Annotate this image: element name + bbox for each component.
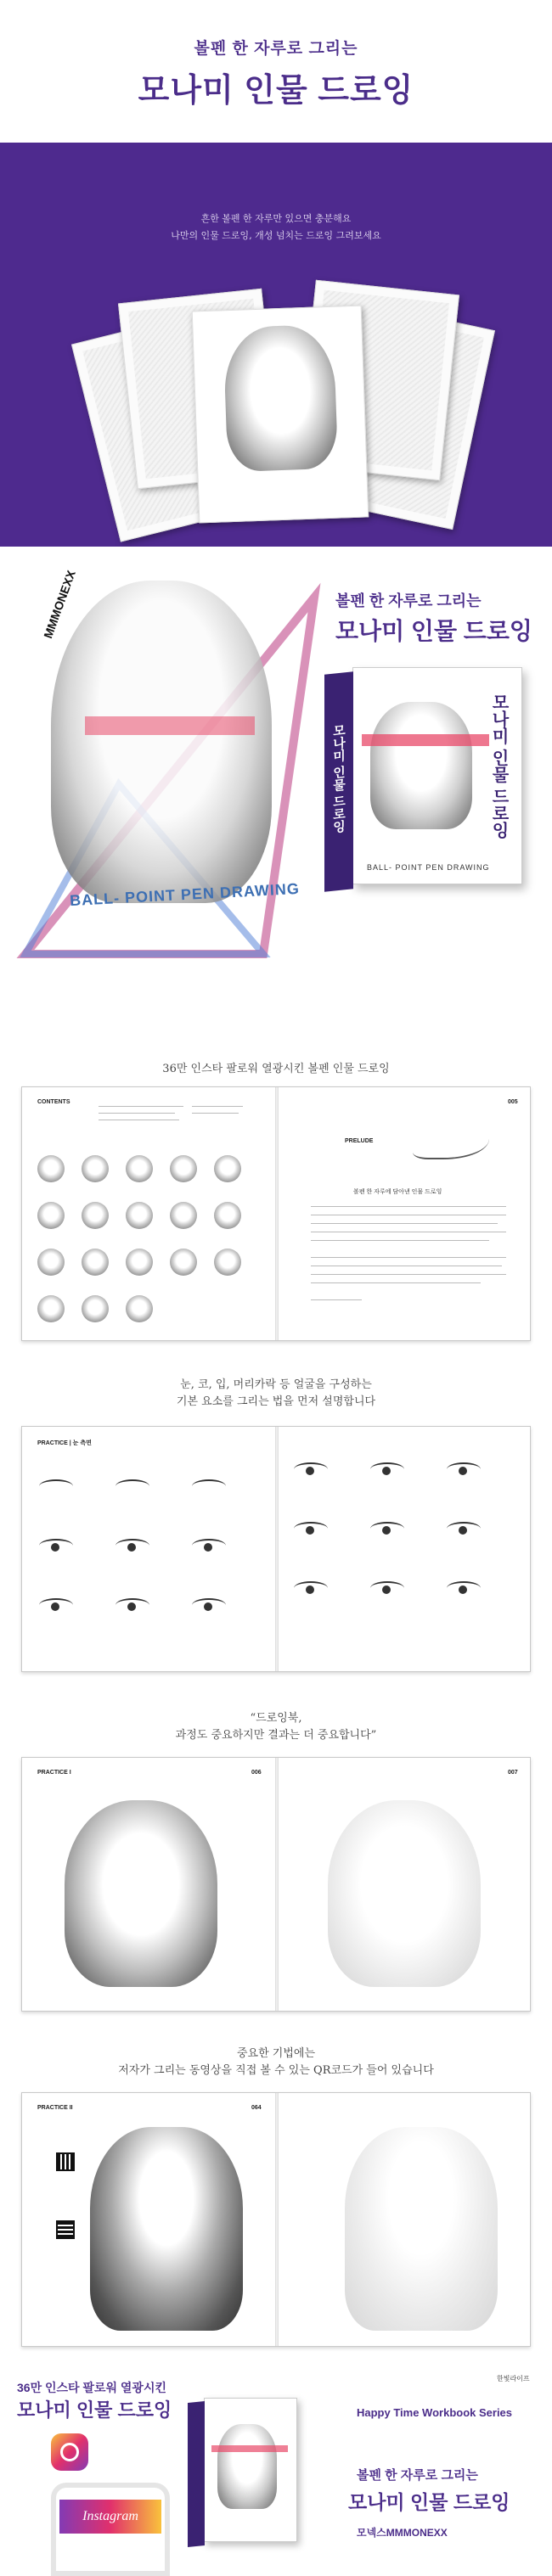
spread-gutter xyxy=(275,1427,279,1671)
cover-label: BALL- POINT PEN DRAWING xyxy=(367,863,490,872)
qr-heading xyxy=(0,2046,552,2079)
practice-heading xyxy=(0,1377,552,1411)
cover-portrait xyxy=(370,702,472,829)
footer-section xyxy=(0,2372,552,2568)
qr-code-icon xyxy=(56,2220,75,2239)
spread-gutter xyxy=(275,1758,279,2011)
spread-gutter xyxy=(275,2093,279,2346)
traced-portrait xyxy=(328,1800,481,1987)
process-heading xyxy=(0,1710,552,1744)
process-label: PRACTICE I xyxy=(37,1770,71,1776)
cover-band xyxy=(362,734,489,746)
footer-insta-line: 36만 인스타 팔로워 열광시킨 xyxy=(17,2381,167,2394)
practice-label: PRACTICE | 눈 측면 xyxy=(37,1440,92,1446)
book-spine xyxy=(324,671,353,892)
instagram-icon xyxy=(51,2433,88,2471)
qr-spread xyxy=(21,2092,531,2347)
qr-label: PRACTICE II xyxy=(37,2105,73,2111)
scarf-portrait xyxy=(90,2127,243,2331)
process-spread xyxy=(21,1757,531,2012)
banner-line-1: 흔한 볼펜 한 자루만 있으면 충분해요 xyxy=(200,213,352,224)
artist-signature: MMMONEXX xyxy=(41,568,78,641)
book-cover xyxy=(331,667,522,884)
spread-gutter xyxy=(275,1087,279,1340)
process-page-right: 007 xyxy=(508,1770,518,1776)
qr-page-left: 064 xyxy=(251,2105,262,2111)
header-subtitle: 볼펜 한 자루로 그리는 xyxy=(194,40,358,58)
qr-heading-line-1: 중요한 기법에는 xyxy=(236,2047,316,2060)
practice-spread xyxy=(21,1426,531,1672)
cover-title: 모나미 인물 드로잉 xyxy=(489,693,508,839)
phone-screen xyxy=(59,2500,161,2534)
footer-author: 모넥스MMMONEXX xyxy=(357,2527,448,2539)
pink-band xyxy=(85,716,255,735)
ballpoint-label: BALL- POINT PEN DRAWING xyxy=(69,879,301,910)
contents-page-no: 005 xyxy=(508,1099,518,1105)
spine-title: 모나미 인물 드로잉 xyxy=(331,723,346,834)
process-page-left: 006 xyxy=(251,1770,262,1776)
phone-mockup xyxy=(51,2483,170,2576)
footer-series: Happy Time Workbook Series xyxy=(357,2406,513,2419)
book-showcase xyxy=(0,547,552,996)
prelude-label: PRELUDE xyxy=(345,1138,374,1144)
sheet-portrait xyxy=(222,324,338,472)
practice-heading-line-1: 눈, 코, 입, 머리카락 등 얼굴을 구성하는 xyxy=(180,1378,372,1391)
drawing-sheet-main xyxy=(192,306,369,524)
portrait-illustration xyxy=(51,581,272,903)
qr-code-icon xyxy=(56,2152,75,2171)
traced-scarf-portrait xyxy=(345,2127,498,2331)
process-heading-line-1: “드로잉북, xyxy=(250,1712,302,1725)
footer-insta-title: 모나미 인물 드로잉 xyxy=(17,2399,172,2421)
footer-subtitle: 볼펜 한 자루로 그리는 xyxy=(357,2468,478,2483)
practice-heading-line-2: 기본 요소를 그리는 법을 먼저 설명합니다 xyxy=(176,1395,376,1408)
footer-publisher: 한빛라이프 xyxy=(497,2375,530,2382)
banner-line-2: 나만의 인물 드로잉, 개성 넘치는 드로잉 그려보세요 xyxy=(171,230,381,241)
pen-hand-icon xyxy=(413,1125,489,1159)
contents-heading: 36만 인스타 팔로워 열광시킨 볼펜 인물 드로잉 xyxy=(162,1063,390,1075)
showcase-title: 모나미 인물 드로잉 xyxy=(335,618,532,644)
header-title: 모나미 인물 드로잉 xyxy=(138,73,414,109)
showcase-subtitle: 볼펜 한 자루로 그리는 xyxy=(335,592,482,609)
process-heading-line-2: 과정도 중요하지만 결과는 더 중요합니다” xyxy=(175,1729,377,1742)
instagram-wordmark: Instagram xyxy=(82,2509,138,2523)
prelude-heading: 볼펜 한 자루에 담아낸 인물 드로잉 xyxy=(353,1189,442,1195)
contents-label: CONTENTS xyxy=(37,1099,70,1105)
footer-book xyxy=(204,2398,297,2542)
purple-banner xyxy=(0,143,552,547)
banner-copy xyxy=(0,210,552,244)
contents-spread xyxy=(21,1086,531,1341)
header-section xyxy=(0,0,552,143)
qr-heading-line-2: 저자가 그리는 동영상을 직접 볼 수 있는 QR코드가 들어 있습니다 xyxy=(118,2064,434,2077)
footer-title: 모나미 인물 드로잉 xyxy=(348,2491,510,2513)
finished-portrait xyxy=(65,1800,217,1987)
